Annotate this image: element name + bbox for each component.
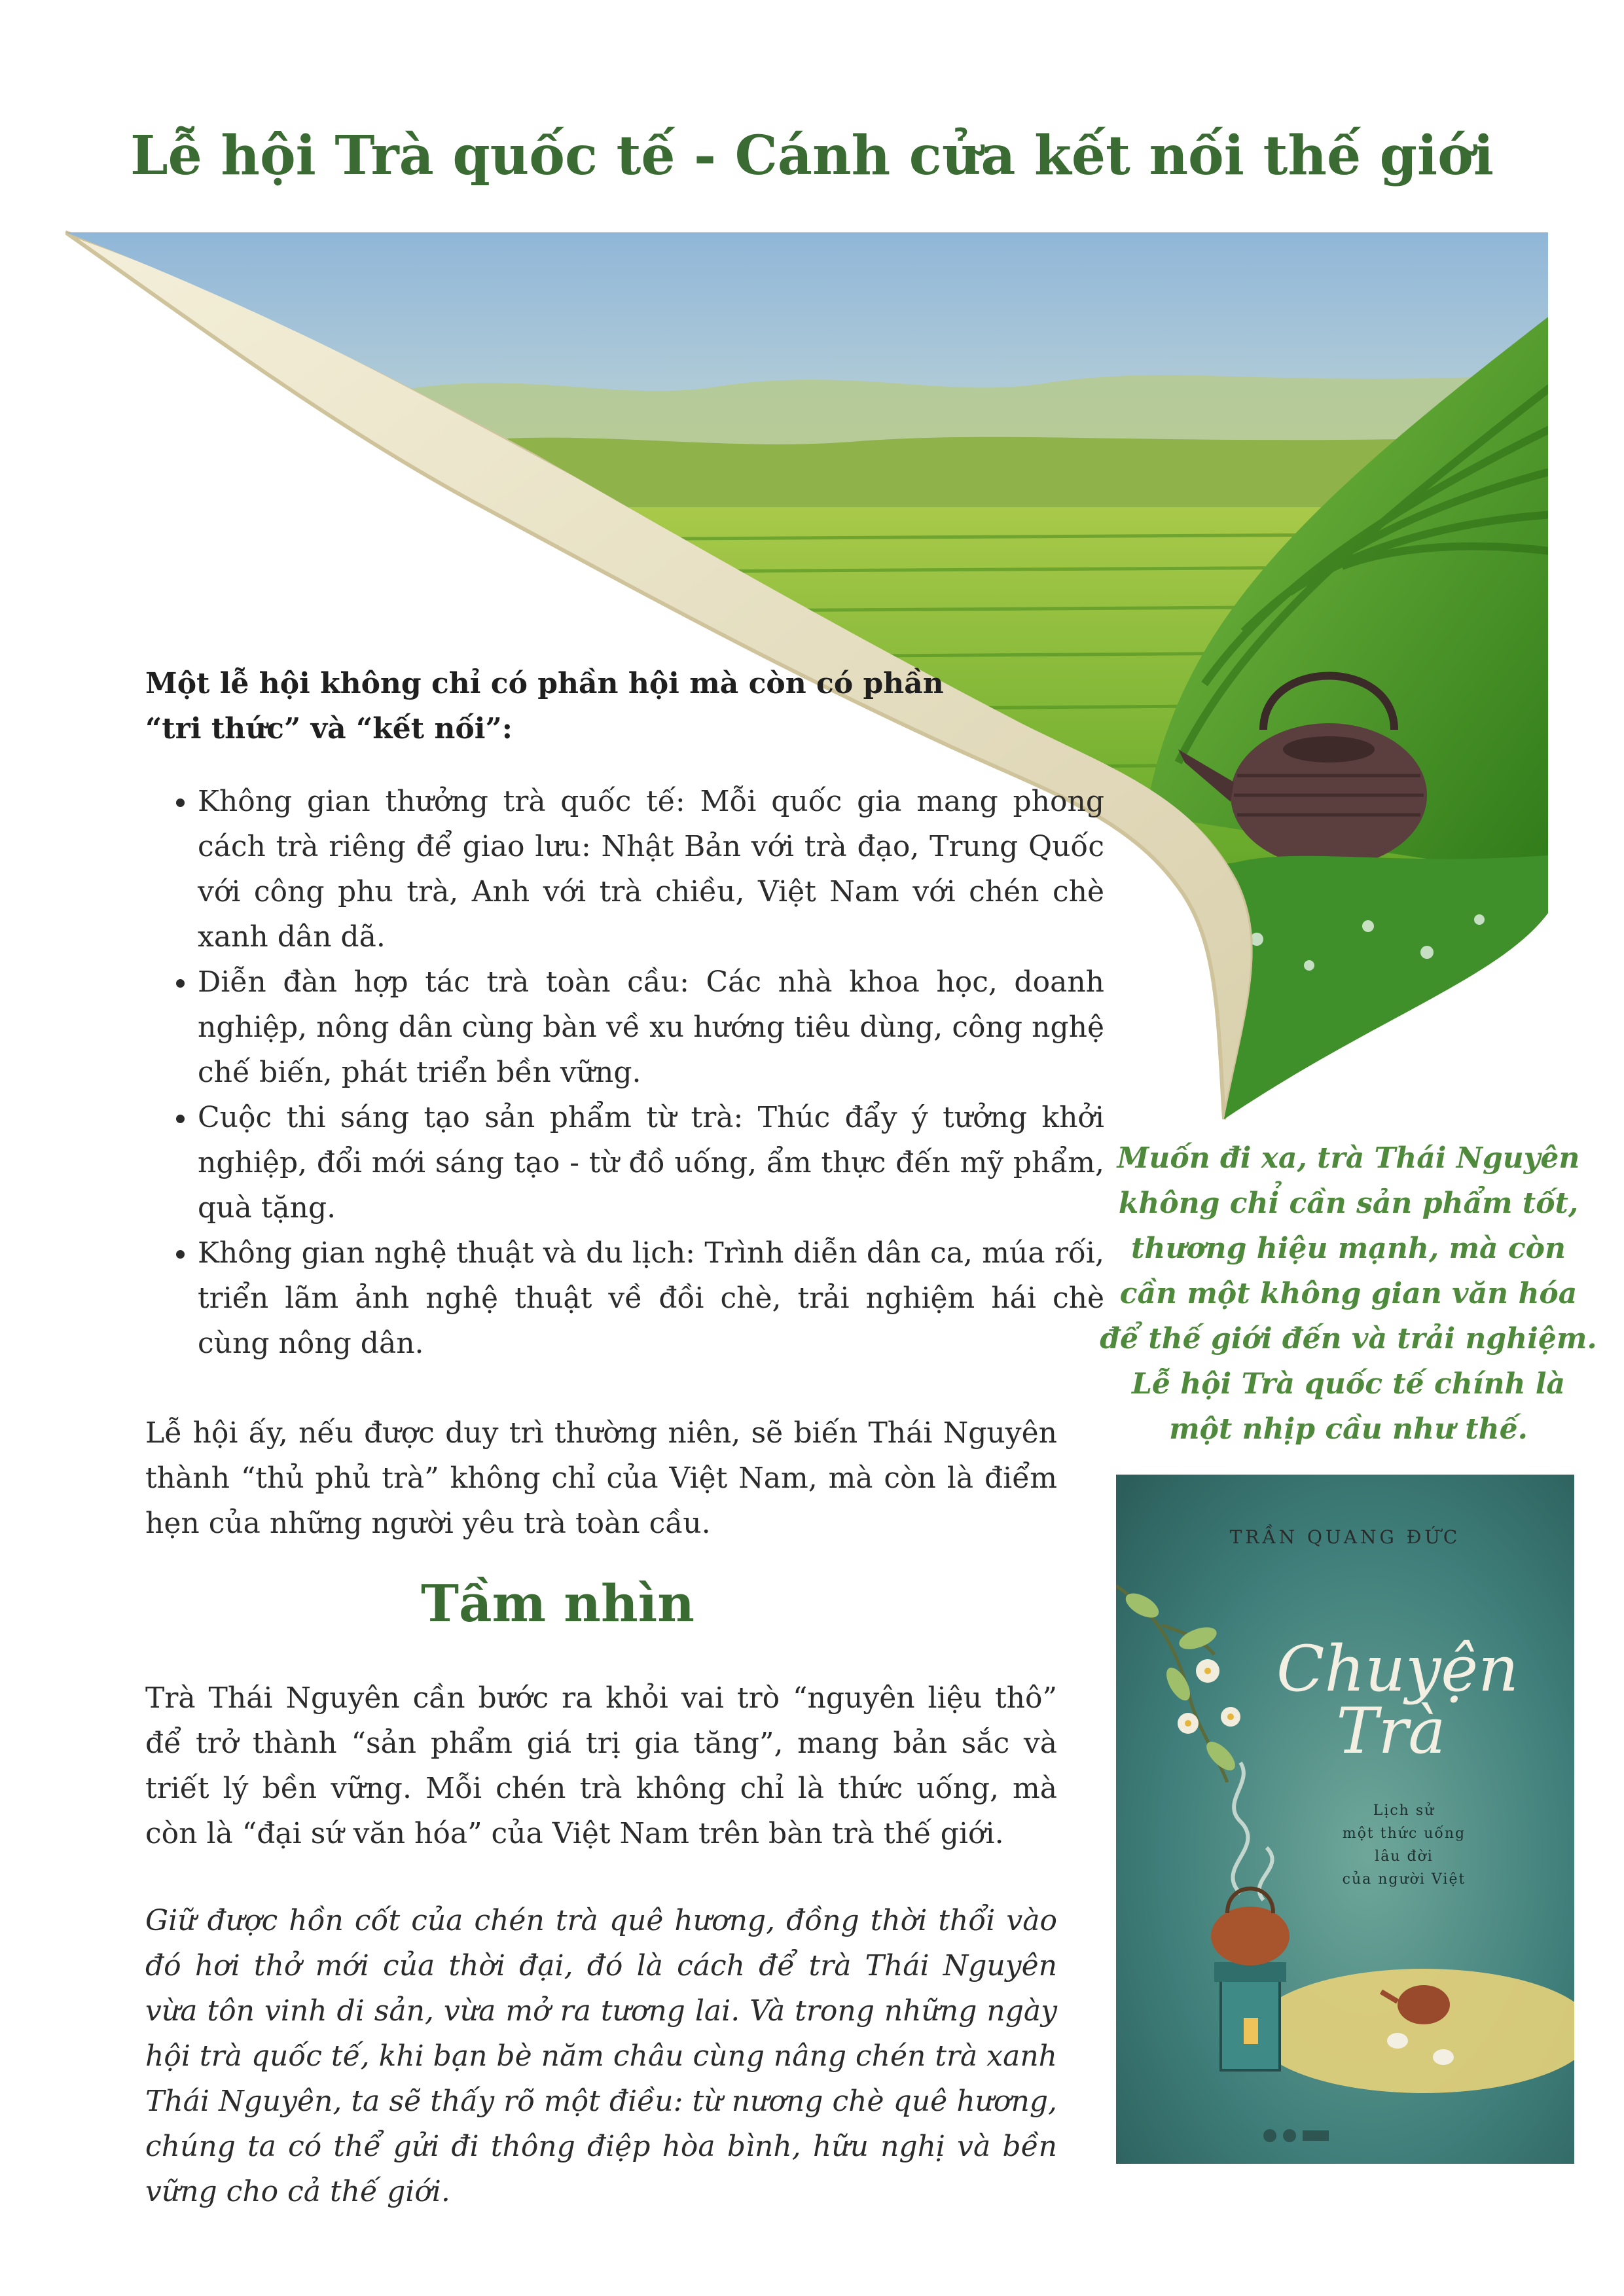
list-item: • Cuộc thi sáng tạo sản phẩm từ trà: Thúc đẩy ý tưởng khởi nghiệp, đổi mới sáng tạo - từ đồ uống, ẩm thực đến mỹ phẩm, quà tặng. [198, 1095, 1104, 1230]
pull-quote: Muốn đi xa, trà Thái Nguyên không chỉ cần sản phẩm tốt, thương hiệu mạnh, mà còn cần một không gian văn hóa để thế giới đến và trải nghiệm. Lễ hội Trà quốc tế chính là một nhịp cầu như thế. [1100, 1141, 1597, 1446]
book-subtitle-line: lâu đời [1375, 1848, 1434, 1865]
lead-paragraph: Một lễ hội không chỉ có phần hội mà còn có phần “tri thức” và “kết nối”: [145, 667, 944, 745]
festival-paragraph: Lễ hội ấy, nếu được duy trì thường niên, sẽ biến Thái Nguyên thành “thủ phủ trà” không chỉ của Việt Nam, mà còn là điểm hẹn của những người yêu trà toàn cầu. [145, 1416, 1057, 1540]
book-subtitle-line: Lịch sử [1373, 1803, 1435, 1819]
list-item: • Diễn đàn hợp tác trà toàn cầu: Các nhà khoa học, doanh nghiệp, nông dân cùng bàn về xu hướng tiêu dùng, công nghệ chế biến, phát triển bền vững. [198, 960, 1104, 1095]
page-title: Lễ hội Trà quốc tế - Cánh cửa kết nối thế giới [130, 124, 1494, 187]
list-item: • Không gian thưởng trà quốc tế: Mỗi quốc gia mang phong cách trà riêng để giao lưu: Nhật Bản với trà đạo, Trung Quốc với công phu trà, Anh với trà chiều, Việt Nam với chén chè xanh dân dã. [198, 779, 1104, 960]
book-author: TRẦN QUANG ĐỨC [1229, 1526, 1461, 1548]
book-title-line1: Chuyện [1276, 1632, 1519, 1706]
section-heading-vision: Tầm nhìn [420, 1574, 695, 1634]
book-subtitle-line: một thức uống [1342, 1825, 1466, 1842]
book-subtitle-line: của người Việt [1342, 1871, 1466, 1888]
vision-paragraph: Trà Thái Nguyên cần bước ra khỏi vai trò “nguyên liệu thô” để trở thành “sản phẩm giá trị gia tăng”, mang bản sắc và triết lý bền vững. Mỗi chén trà không chỉ là thức uống, mà còn là “đại sứ văn hóa” của Việt Nam trên bàn trà thế giới. [145, 1681, 1057, 1850]
list-item: • Không gian nghệ thuật và du lịch: Trình diễn dân ca, múa rối, triển lãm ảnh nghệ thuật về đồi chè, trải nghiệm hái chè cùng nông dân. [198, 1230, 1104, 1366]
closing-italic-paragraph: Giữ được hồn cốt của chén trà quê hương, đồng thời thổi vào đó hơi thở mới của thời đại, đó là cách để trà Thái Nguyên vừa tôn vinh di sản, vừa mở ra tương lai. Và trong những ngày hội trà quốc tế, khi bạn bè năm châu cùng nâng chén trà xanh Thái Nguyên, ta sẽ thấy rõ một điều: từ nương chè quê hương, chúng ta có thể gửi đi thông điệp hòa bình, hữu nghị và bền vững cho cả thế giới. [145, 1904, 1057, 2208]
book-title-line2: Trà [1336, 1695, 1446, 1768]
book-cover [1116, 1475, 1574, 2164]
festival-activities-list [151, 779, 1104, 1366]
